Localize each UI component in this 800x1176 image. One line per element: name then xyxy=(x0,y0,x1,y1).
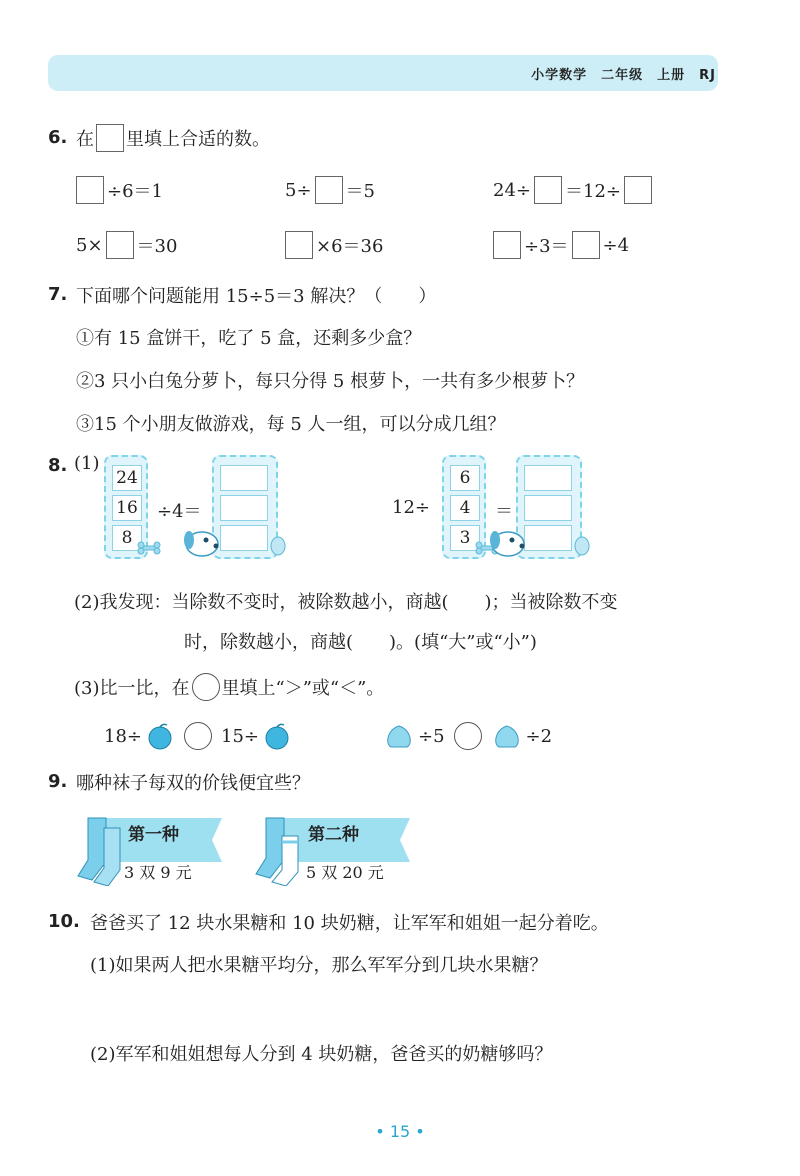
q6-number: 6. xyxy=(48,127,68,148)
quotient-cell[interactable] xyxy=(220,525,268,551)
offer-1-title: 第一种 xyxy=(128,825,179,845)
q8-number: 8. xyxy=(48,455,68,476)
q6-equation-4 xyxy=(76,231,177,259)
compare-circle[interactable] xyxy=(454,722,482,750)
puppy-icon xyxy=(484,520,532,558)
equation-text: ＝30 xyxy=(136,236,178,257)
answer-box[interactable] xyxy=(76,176,104,204)
compare-text: ÷2 xyxy=(525,725,553,747)
q9-prompt: 哪种袜子每双的价钱便宜些？ xyxy=(76,773,310,794)
q8-compare-1 xyxy=(104,722,292,750)
answer-box[interactable] xyxy=(572,231,600,259)
q7-option-1[interactable]: ①有 15 盒饼干，吃了 5 盒，还剩多少盒？ xyxy=(76,328,422,349)
equation-text: ＝5 xyxy=(345,181,375,202)
q8-right-prefix: 12÷ xyxy=(392,497,430,518)
q8-part1-label: (1) xyxy=(74,453,100,474)
answer-box[interactable] xyxy=(534,176,562,204)
blank-box xyxy=(96,124,124,152)
quotient-cell[interactable] xyxy=(524,495,572,521)
equation-text: 5÷ xyxy=(285,179,312,201)
compare-circle[interactable] xyxy=(184,722,212,750)
answer-box[interactable] xyxy=(493,231,521,259)
q10-prompt: 爸爸买了 12 块水果糖和 10 块奶糖，让军军和姐姐一起分着吃。 xyxy=(90,913,609,934)
q8-part3-after: 里填上“＞”或“＜”。 xyxy=(221,678,385,699)
q10-part2: (2)军军和姐姐想每人分到 4 块奶糖，爸爸买的奶糖够吗？ xyxy=(90,1044,553,1065)
peach-icon xyxy=(383,722,415,750)
q7-prompt: 下面哪个问题能用 15÷5＝3 解决？（ ） xyxy=(76,286,437,307)
equation-text: 24÷ xyxy=(493,179,531,201)
q8-left-operator: ÷4＝ xyxy=(157,501,202,522)
q8-right-equals: ＝ xyxy=(495,501,513,522)
dividend-cell: 16 xyxy=(112,495,142,521)
q8-part2-line2: 时，除数越小，商越( )。(填“大”或“小”) xyxy=(184,632,537,653)
equation-text: 5× xyxy=(76,234,103,256)
offer-2-price: 5 双 20 元 xyxy=(306,863,384,882)
compare-text: 18÷ xyxy=(104,725,142,747)
q9-number: 9. xyxy=(48,771,68,792)
compare-text: 15÷ xyxy=(221,725,259,747)
peach-icon xyxy=(491,722,523,750)
q7-option-2[interactable]: ②3 只小白兔分萝卜，每只分得 5 根萝卜，一共有多少根萝卜？ xyxy=(76,371,585,392)
q7-option-3[interactable]: ③15 个小朋友做游戏，每 5 人一组，可以分成几组？ xyxy=(76,414,506,435)
q6-prompt-after: 里填上合适的数。 xyxy=(126,129,270,150)
q6-equation-2 xyxy=(285,176,375,204)
q8-part2-line1: (2)我发现：当除数不变时，被除数越小，商越( )；当被除数不变 xyxy=(74,592,618,613)
offer-2-title: 第二种 xyxy=(308,825,359,845)
dividend-cell: 24 xyxy=(112,465,142,491)
q8-part3-before: (3)比一比，在 xyxy=(74,678,190,699)
paw-icon xyxy=(572,534,592,556)
quotient-cell[interactable] xyxy=(524,465,572,491)
divisor-cell: 6 xyxy=(450,465,480,491)
quotient-cell[interactable] xyxy=(220,495,268,521)
apple-icon xyxy=(262,722,292,750)
answer-box[interactable] xyxy=(285,231,313,259)
q7-number: 7. xyxy=(48,284,68,305)
answer-box[interactable] xyxy=(624,176,652,204)
paw-icon xyxy=(268,534,288,556)
page-number: • 15 • xyxy=(375,1122,425,1141)
q6-equation-5 xyxy=(285,231,383,259)
blank-circle xyxy=(192,673,220,701)
bone-icon xyxy=(136,540,162,556)
divisor-cell: 3 xyxy=(450,525,480,551)
q6-prompt-before: 在 xyxy=(76,129,94,150)
q6-equation-3 xyxy=(493,176,652,204)
equation-text: ×6＝36 xyxy=(316,236,384,257)
equation-text: ÷4 xyxy=(602,234,630,256)
equation-text: ＝12÷ xyxy=(565,181,621,202)
q8-compare-2 xyxy=(383,722,552,750)
apple-icon xyxy=(145,722,175,750)
answer-box[interactable] xyxy=(315,176,343,204)
quotient-cell[interactable] xyxy=(220,465,268,491)
equation-text: ÷6＝1 xyxy=(107,181,163,202)
q6-equation-6 xyxy=(493,231,629,259)
q8-part3-prompt xyxy=(74,673,384,701)
offer-1-price: 3 双 9 元 xyxy=(124,863,192,882)
dividend-cell: 8 xyxy=(112,525,142,551)
q6-equation-1 xyxy=(76,176,163,204)
compare-text: ÷5 xyxy=(418,725,445,747)
q6-prompt xyxy=(76,124,270,152)
equation-text: ÷3＝ xyxy=(524,236,569,257)
header-text: 小学数学 二年级 上册 RJ xyxy=(531,68,716,83)
divisor-cell: 4 xyxy=(450,495,480,521)
answer-box[interactable] xyxy=(106,231,134,259)
puppy-icon xyxy=(178,520,226,558)
q10-number: 10. xyxy=(48,911,80,932)
q10-part1: (1)如果两人把水果糖平均分，那么军军分到几块水果糖？ xyxy=(90,955,548,976)
